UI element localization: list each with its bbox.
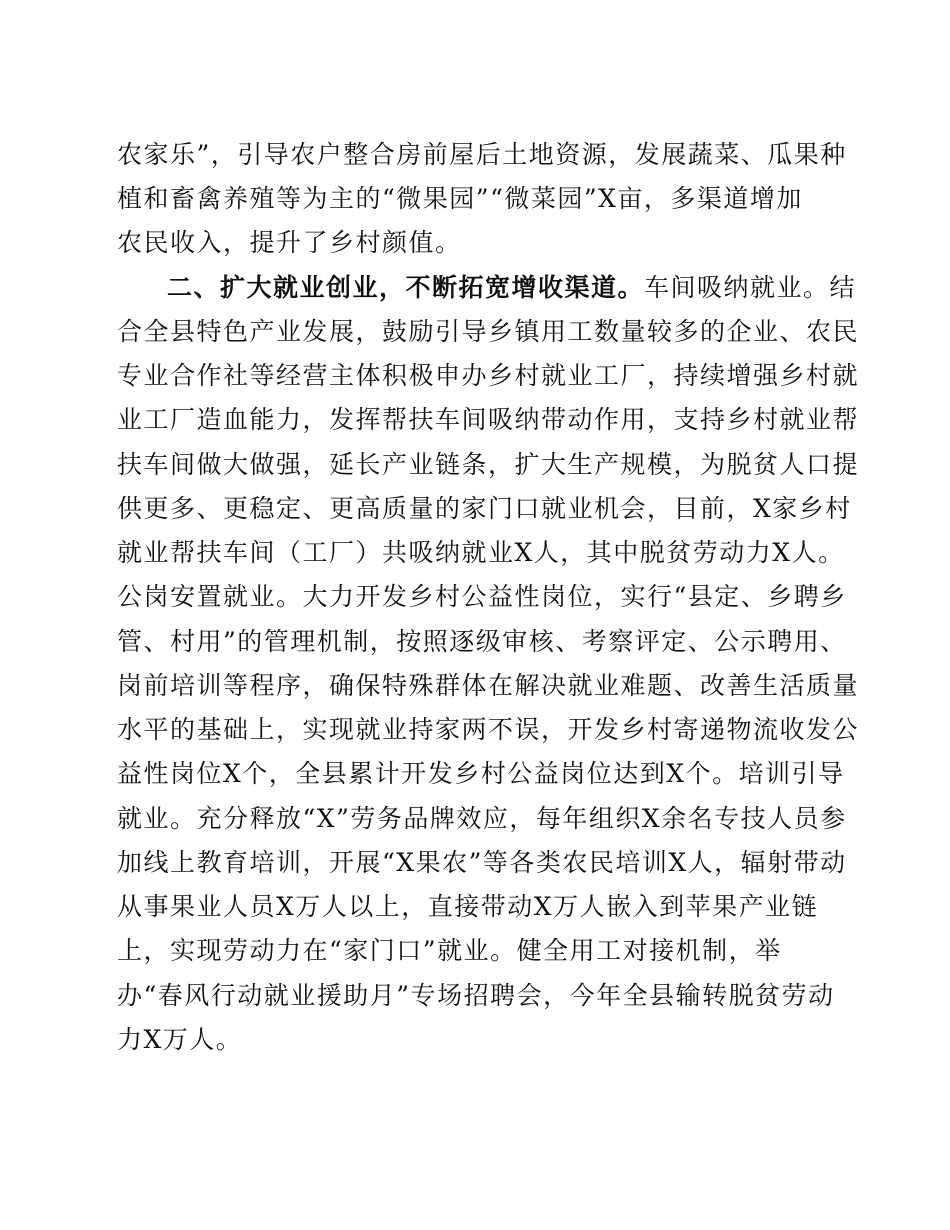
paragraph-line <box>117 582 847 612</box>
paragraph-line <box>117 361 859 391</box>
paragraph-line <box>117 538 845 568</box>
paragraph-line <box>117 715 859 745</box>
line-text: 公岗安置就业。大力开发乡村公益性岗位，实行“县定、乡聘乡 <box>117 582 847 611</box>
line-text: 供更多、更稳定、更高质量的家门口就业机会，目前，X家乡村 <box>117 494 852 523</box>
section-heading-line <box>167 273 856 303</box>
line-text: 办“春风行动就业援助月”专场招聘会，今年全县输转脱贫劳动 <box>117 981 835 1010</box>
paragraph-line <box>117 627 847 657</box>
line-text: 管、村用”的管理机制，按照逐级审核、考察评定、公示聘用、 <box>117 627 847 656</box>
section-heading: 二、扩大就业创业，不断拓宽增收渠道。 <box>167 273 645 302</box>
paragraph-line <box>117 892 818 922</box>
line-text: 益性岗位X个，全县累计开发乡村公益岗位达到X个。培训引导 <box>117 759 845 788</box>
paragraph-line <box>117 140 847 170</box>
paragraph-line <box>117 450 859 480</box>
paragraph-line <box>117 671 859 701</box>
line-text: 加线上教育培训，开展“X果农”等各类农民培训X人，辐射带动 <box>117 848 847 877</box>
line-text: 专业合作社等经营主体积极申办乡村就业工厂，持续增强乡村就 <box>117 361 860 390</box>
line-text: 岗前培训等程序，确保特殊群体在解决就业难题、改善生活质量 <box>117 671 860 700</box>
line-text: 植和畜禽养殖等为主的“微果园”“微菜园”X亩，多渠道增加 <box>117 184 803 213</box>
line-text: 合全县特色产业发展，鼓励引导乡镇用工数量较多的企业、农民 <box>117 317 860 346</box>
line-text: 车间吸纳就业。结 <box>644 273 857 302</box>
line-text: 就业帮扶车间（工厂）共吸纳就业X人，其中脱贫劳动力X人。 <box>117 538 845 567</box>
line-text: 上，实现劳动力在“家门口”就业。健全用工对接机制，举 <box>117 936 782 965</box>
paragraph-line <box>117 848 847 878</box>
paragraph-line <box>117 228 462 258</box>
paragraph-line <box>117 317 859 347</box>
line-text: 扶车间做大做强，延长产业链条，扩大生产规模，为脱贫人口提 <box>117 450 860 479</box>
paragraph-line <box>117 405 859 435</box>
line-text: 农民收入，提升了乡村颜值。 <box>117 228 462 257</box>
line-text: 水平的基础上，实现就业持家两不误，开发乡村寄递物流收发公 <box>117 715 860 744</box>
paragraph-line <box>117 494 852 524</box>
paragraph-line <box>117 804 847 834</box>
paragraph-line <box>117 1025 242 1055</box>
line-text: 业工厂造血能力，发挥帮扶车间吸纳带动作用，支持乡村就业帮 <box>117 405 860 434</box>
paragraph-line <box>117 759 845 789</box>
paragraph-line <box>117 184 803 214</box>
line-text: 就业。充分释放“X”劳务品牌效应，每年组织X余名专技人员参 <box>117 804 847 833</box>
line-text: 从事果业人员X万人以上，直接带动X万人嵌入到苹果产业链 <box>117 892 819 921</box>
paragraph-line <box>117 936 782 966</box>
line-text: 力X万人。 <box>117 1025 243 1054</box>
line-text: 农家乐”，引导农户整合房前屋后土地资源，发展蔬菜、瓜果种 <box>117 140 847 169</box>
paragraph-line <box>117 981 835 1011</box>
